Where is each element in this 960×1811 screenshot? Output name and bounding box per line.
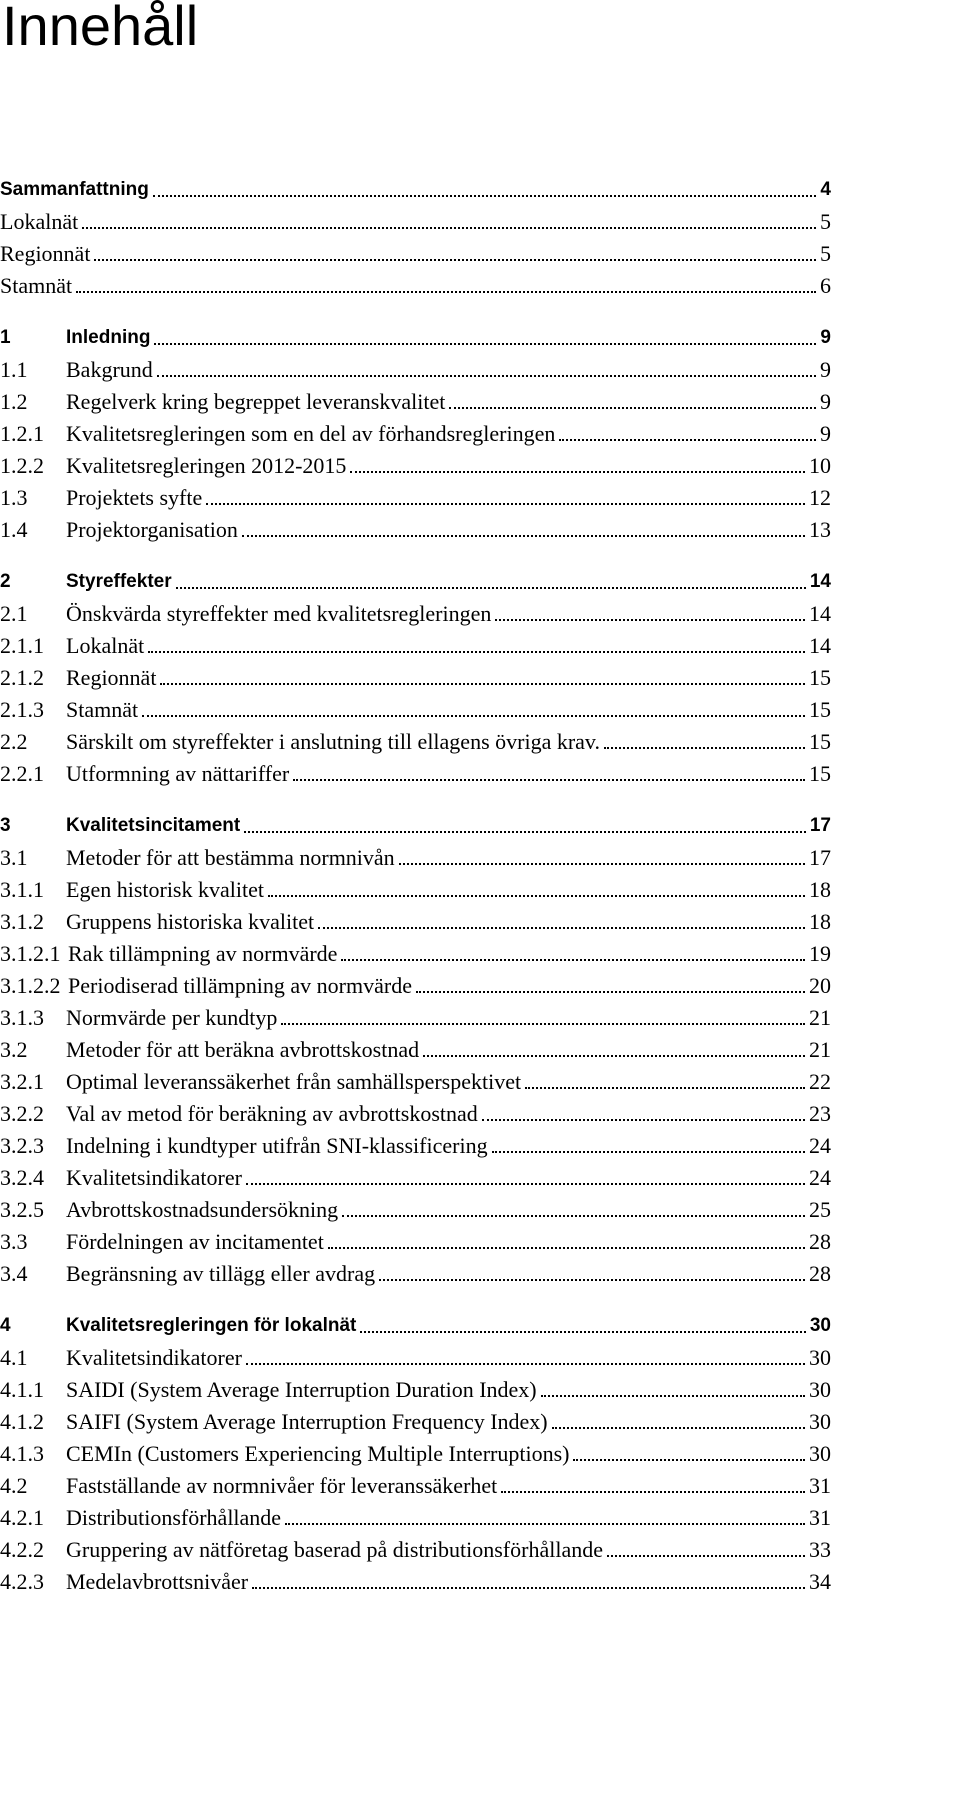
toc-entry-title: Inledning xyxy=(66,327,151,348)
dot-leader xyxy=(242,535,805,537)
dot-leader xyxy=(495,619,805,621)
toc-entry-number: 4.2 xyxy=(0,1473,28,1498)
toc-entry-page: 17 xyxy=(809,815,831,836)
toc-entry[interactable] xyxy=(0,354,831,384)
toc-entry[interactable] xyxy=(0,1162,831,1192)
toc-entry[interactable] xyxy=(0,758,831,788)
toc-entry-title: Regionnät xyxy=(66,665,157,690)
toc-entry-title: Kvalitetsregleringen som en del av förhandsregleringen xyxy=(66,421,556,446)
toc-entry-number: 1 xyxy=(0,327,11,348)
toc-entry-title: Gruppering av nätföretag baserad på distributionsförhållande xyxy=(66,1537,603,1562)
toc-entry-number: 2.2 xyxy=(0,729,28,754)
toc-entry-title: Lokalnät xyxy=(0,209,79,234)
toc-entry-title: Begränsning av tillägg eller avdrag xyxy=(66,1261,376,1286)
dot-leader xyxy=(154,343,816,345)
toc-entry[interactable] xyxy=(0,874,831,904)
toc-entry-number: 3.1.3 xyxy=(0,1005,44,1030)
toc-entry-page: 14 xyxy=(809,601,831,626)
toc-entry-title: Medelavbrottsnivåer xyxy=(66,1569,249,1594)
toc-entry-page: 30 xyxy=(809,1315,831,1336)
toc-entry-number: 4.1.1 xyxy=(0,1377,44,1402)
toc-entry-title: Regionnät xyxy=(0,241,91,266)
toc-entry-title: SAIDI (System Average Interruption Duration Index) xyxy=(66,1377,537,1402)
dot-leader xyxy=(416,991,805,993)
dot-leader xyxy=(76,291,816,293)
toc-entry-number: 2.2.1 xyxy=(0,761,44,786)
toc-entry-page: 6 xyxy=(820,273,831,298)
page-title: Innehåll xyxy=(2,0,199,57)
dot-leader xyxy=(350,471,805,473)
toc-entry[interactable] xyxy=(0,514,831,544)
toc-entry[interactable] xyxy=(0,238,831,268)
toc-entry-page: 22 xyxy=(809,1069,831,1094)
toc-entry-title: Fördelningen av incitamentet xyxy=(66,1229,324,1254)
toc-entry[interactable] xyxy=(0,270,831,300)
toc-entry[interactable] xyxy=(0,662,831,692)
toc-entry-title: Stamnät xyxy=(66,697,139,722)
toc-entry[interactable] xyxy=(0,1098,831,1128)
toc-entry-title: Kvalitetsindikatorer xyxy=(66,1165,242,1190)
dot-leader xyxy=(525,1087,805,1089)
toc-entry-title: Distributionsförhållande xyxy=(66,1505,282,1530)
toc-entry-page: 9 xyxy=(820,389,831,414)
toc-entry-number: 3.4 xyxy=(0,1261,28,1286)
toc-entry-number: 3.2 xyxy=(0,1037,28,1062)
toc-entry-title: Optimal leveranssäkerhet från samhällsperspektivet xyxy=(66,1069,522,1094)
toc-entry[interactable] xyxy=(0,726,831,756)
toc-entry-page: 15 xyxy=(809,665,831,690)
toc-entry-number: 1.2 xyxy=(0,389,28,414)
dot-leader xyxy=(552,1427,805,1429)
toc-entry-number: 4.2.2 xyxy=(0,1537,44,1562)
toc-entry-number: 2.1.1 xyxy=(0,633,44,658)
toc-entry-page: 23 xyxy=(809,1101,831,1126)
dot-leader xyxy=(285,1523,805,1525)
toc-entry-title: Fastställande av normnivåer för leveranssäkerhet xyxy=(66,1473,498,1498)
toc-entry[interactable] xyxy=(0,566,831,596)
toc-entry-number: 2.1.3 xyxy=(0,697,44,722)
toc-entry-title: Projektets syfte xyxy=(66,485,203,510)
dot-leader xyxy=(541,1395,805,1397)
toc-entry-title: Rak tillämpning av normvärde xyxy=(68,941,338,966)
toc-entry-page: 30 xyxy=(809,1441,831,1466)
toc-entry[interactable] xyxy=(0,1502,831,1532)
dot-leader xyxy=(399,863,805,865)
toc-entry-number: 4.1 xyxy=(0,1345,28,1370)
toc-entry-page: 15 xyxy=(809,697,831,722)
dot-leader xyxy=(492,1151,805,1153)
dot-leader xyxy=(246,1183,805,1185)
toc-entry-page: 17 xyxy=(809,845,831,870)
toc-entry-page: 12 xyxy=(809,485,831,510)
toc-entry-number: 3.2.3 xyxy=(0,1133,44,1158)
toc-entry-title: Sammanfattning xyxy=(0,179,149,200)
toc-entry[interactable] xyxy=(0,906,831,936)
toc-entry-title: Särskilt om styreffekter i anslutning till ellagens övriga krav. xyxy=(66,729,600,754)
toc-entry-page: 18 xyxy=(809,909,831,934)
toc-entry-page: 31 xyxy=(809,1473,831,1498)
dot-leader xyxy=(176,587,806,589)
toc-entry-number: 2 xyxy=(0,571,11,592)
dot-leader xyxy=(604,747,805,749)
dot-leader xyxy=(607,1555,805,1557)
toc-entry-page: 30 xyxy=(809,1409,831,1434)
toc-entry-page: 30 xyxy=(809,1377,831,1402)
toc-entry-title: Avbrottskostnadsundersökning xyxy=(66,1197,339,1222)
toc-entry-title: Stamnät xyxy=(0,273,73,298)
toc-entry[interactable] xyxy=(0,1226,831,1256)
toc-entry-page: 21 xyxy=(809,1005,831,1030)
toc-entry-page: 20 xyxy=(809,973,831,998)
toc-entry[interactable] xyxy=(0,1438,831,1468)
toc-entry-number: 4.2.1 xyxy=(0,1505,44,1530)
toc-entry-page: 5 xyxy=(820,209,831,234)
toc-entry-title: Önskvärda styreffekter med kvalitetsregleringen xyxy=(66,601,492,626)
toc-entry-page: 14 xyxy=(809,633,831,658)
toc-entry-number: 2.1 xyxy=(0,601,28,626)
toc-entry[interactable] xyxy=(0,694,831,724)
dot-leader xyxy=(142,715,805,717)
toc-entry-number: 3.1.2.2 xyxy=(0,973,61,998)
toc-entry-page: 15 xyxy=(809,761,831,786)
toc-entry[interactable] xyxy=(0,938,831,968)
toc-entry-number: 3.2.1 xyxy=(0,1069,44,1094)
toc-entry-page: 28 xyxy=(809,1261,831,1286)
toc-entry[interactable] xyxy=(0,1258,831,1288)
toc-entry[interactable] xyxy=(0,1534,831,1564)
toc-entry-number: 3.1 xyxy=(0,845,28,870)
toc-entry-title: Periodiserad tillämpning av normvärde xyxy=(68,973,412,998)
dot-leader xyxy=(252,1587,805,1589)
dot-leader xyxy=(360,1331,806,1333)
toc-entry-title: Val av metod för beräkning av avbrottskostnad xyxy=(66,1101,478,1126)
toc-entry-title: Kvalitetsregleringen 2012-2015 xyxy=(66,453,347,478)
dot-leader xyxy=(157,375,816,377)
toc-entry[interactable] xyxy=(0,1066,831,1096)
dot-leader xyxy=(268,895,805,897)
toc-entry-title: Utformning av nättariffer xyxy=(66,761,290,786)
toc-entry-title: Egen historisk kvalitet xyxy=(66,877,264,902)
toc-entry[interactable] xyxy=(0,450,831,480)
dot-leader xyxy=(423,1055,805,1057)
toc-entry-title: Lokalnät xyxy=(66,633,145,658)
toc-entry-number: 3.2.5 xyxy=(0,1197,44,1222)
toc-entry-page: 13 xyxy=(809,517,831,542)
toc-entry-number: 3.2.4 xyxy=(0,1165,44,1190)
dot-leader xyxy=(82,227,816,229)
toc-entry[interactable] xyxy=(0,206,831,236)
dot-leader xyxy=(328,1247,805,1249)
toc-entry-title: Metoder för att bestämma normnivån xyxy=(66,845,395,870)
dot-leader xyxy=(94,259,816,261)
dot-leader xyxy=(160,683,805,685)
toc-entry-number: 1.1 xyxy=(0,357,28,382)
toc-entry-page: 18 xyxy=(809,877,831,902)
toc-entry[interactable] xyxy=(0,810,831,840)
toc-entry-number: 4.1.2 xyxy=(0,1409,44,1434)
toc-entry-page: 14 xyxy=(809,571,831,592)
toc-entry-title: Bakgrund xyxy=(66,357,153,382)
toc-entry-page: 24 xyxy=(809,1165,831,1190)
toc-entry[interactable] xyxy=(0,630,831,660)
dot-leader xyxy=(206,503,805,505)
toc-entry-page: 9 xyxy=(820,421,831,446)
toc-entry-title: Regelverk kring begreppet leveranskvalitet xyxy=(66,389,446,414)
toc-entry-number: 1.3 xyxy=(0,485,28,510)
toc-entry[interactable] xyxy=(0,1310,831,1340)
toc-entry[interactable] xyxy=(0,1566,831,1596)
toc-entry-page: 5 xyxy=(820,241,831,266)
toc-entry[interactable] xyxy=(0,1406,831,1436)
toc-entry[interactable] xyxy=(0,482,831,512)
toc-entry-number: 4.1.3 xyxy=(0,1441,44,1466)
dot-leader xyxy=(379,1279,805,1281)
toc-entry[interactable] xyxy=(0,970,831,1000)
toc-entry[interactable] xyxy=(0,1342,831,1372)
toc-entry-number: 1.2.1 xyxy=(0,421,44,446)
dot-leader xyxy=(148,651,805,653)
dot-leader xyxy=(573,1459,805,1461)
toc-entry-page: 28 xyxy=(809,1229,831,1254)
toc-entry-number: 3.3 xyxy=(0,1229,28,1254)
toc-entry-title: Normvärde per kundtyp xyxy=(66,1005,278,1030)
toc-entry[interactable] xyxy=(0,842,831,872)
toc-entry-title: Kvalitetsregleringen för lokalnät xyxy=(66,1315,357,1336)
dot-leader xyxy=(559,439,816,441)
toc-entry-number: 1.4 xyxy=(0,517,28,542)
toc-entry[interactable] xyxy=(0,1002,831,1032)
toc-entry-number: 3 xyxy=(0,815,11,836)
toc-entry-title: CEMIn (Customers Experiencing Multiple Interruptions) xyxy=(66,1441,570,1466)
dot-leader xyxy=(342,1215,805,1217)
toc-entry[interactable] xyxy=(0,598,831,628)
toc-entry-number: 2.1.2 xyxy=(0,665,44,690)
dot-leader xyxy=(501,1491,805,1493)
toc-entry-page: 25 xyxy=(809,1197,831,1222)
toc-entry[interactable] xyxy=(0,1374,831,1404)
toc-entry-title: Styreffekter xyxy=(66,571,172,592)
toc-entry-number: 1.2.2 xyxy=(0,453,44,478)
toc-entry-page: 9 xyxy=(820,327,831,348)
toc-entry[interactable] xyxy=(0,1194,831,1224)
toc-entry-page: 19 xyxy=(809,941,831,966)
toc-entry-page: 34 xyxy=(809,1569,831,1594)
toc-entry[interactable] xyxy=(0,174,831,204)
dot-leader xyxy=(482,1119,805,1121)
dot-leader xyxy=(449,407,816,409)
toc-entry[interactable] xyxy=(0,322,831,352)
toc-entry-title: Projektorganisation xyxy=(66,517,238,542)
toc-entry[interactable] xyxy=(0,386,831,416)
dot-leader xyxy=(246,1363,805,1365)
toc-entry-page: 33 xyxy=(809,1537,831,1562)
toc-entry-number: 4.2.3 xyxy=(0,1569,44,1594)
toc-entry-number: 3.2.2 xyxy=(0,1101,44,1126)
toc-entry-page: 24 xyxy=(809,1133,831,1158)
toc-entry[interactable] xyxy=(0,1130,831,1160)
toc-entry-title: Metoder för att beräkna avbrottskostnad xyxy=(66,1037,420,1062)
toc-entry-page: 31 xyxy=(809,1505,831,1530)
toc-entry-title: Indelning i kundtyper utifrån SNI-klassificering xyxy=(66,1133,488,1158)
toc-entry-title: Kvalitetsincitament xyxy=(66,815,241,836)
toc-entry-number: 4 xyxy=(0,1315,11,1336)
dot-leader xyxy=(318,927,805,929)
dot-leader xyxy=(293,779,805,781)
toc-entry-title: Kvalitetsindikatorer xyxy=(66,1345,242,1370)
toc-entry-number: 3.1.2 xyxy=(0,909,44,934)
toc-entry[interactable] xyxy=(0,418,831,448)
toc-entry-number: 3.1.1 xyxy=(0,877,44,902)
toc-entry-page: 15 xyxy=(809,729,831,754)
toc-entry[interactable] xyxy=(0,1470,831,1500)
dot-leader xyxy=(153,195,817,197)
toc-entry-number: 3.1.2.1 xyxy=(0,941,61,966)
toc-entry-page: 30 xyxy=(809,1345,831,1370)
toc-entry-title: SAIFI (System Average Interruption Frequency Index) xyxy=(66,1409,548,1434)
toc-entry-page: 21 xyxy=(809,1037,831,1062)
dot-leader xyxy=(341,959,805,961)
toc-entry-page: 9 xyxy=(820,357,831,382)
toc-entry-page: 10 xyxy=(809,453,831,478)
dot-leader xyxy=(244,831,806,833)
dot-leader xyxy=(281,1023,805,1025)
toc-entry-title: Gruppens historiska kvalitet xyxy=(66,909,315,934)
toc-entry-page: 4 xyxy=(820,179,831,200)
toc-entry[interactable] xyxy=(0,1034,831,1064)
